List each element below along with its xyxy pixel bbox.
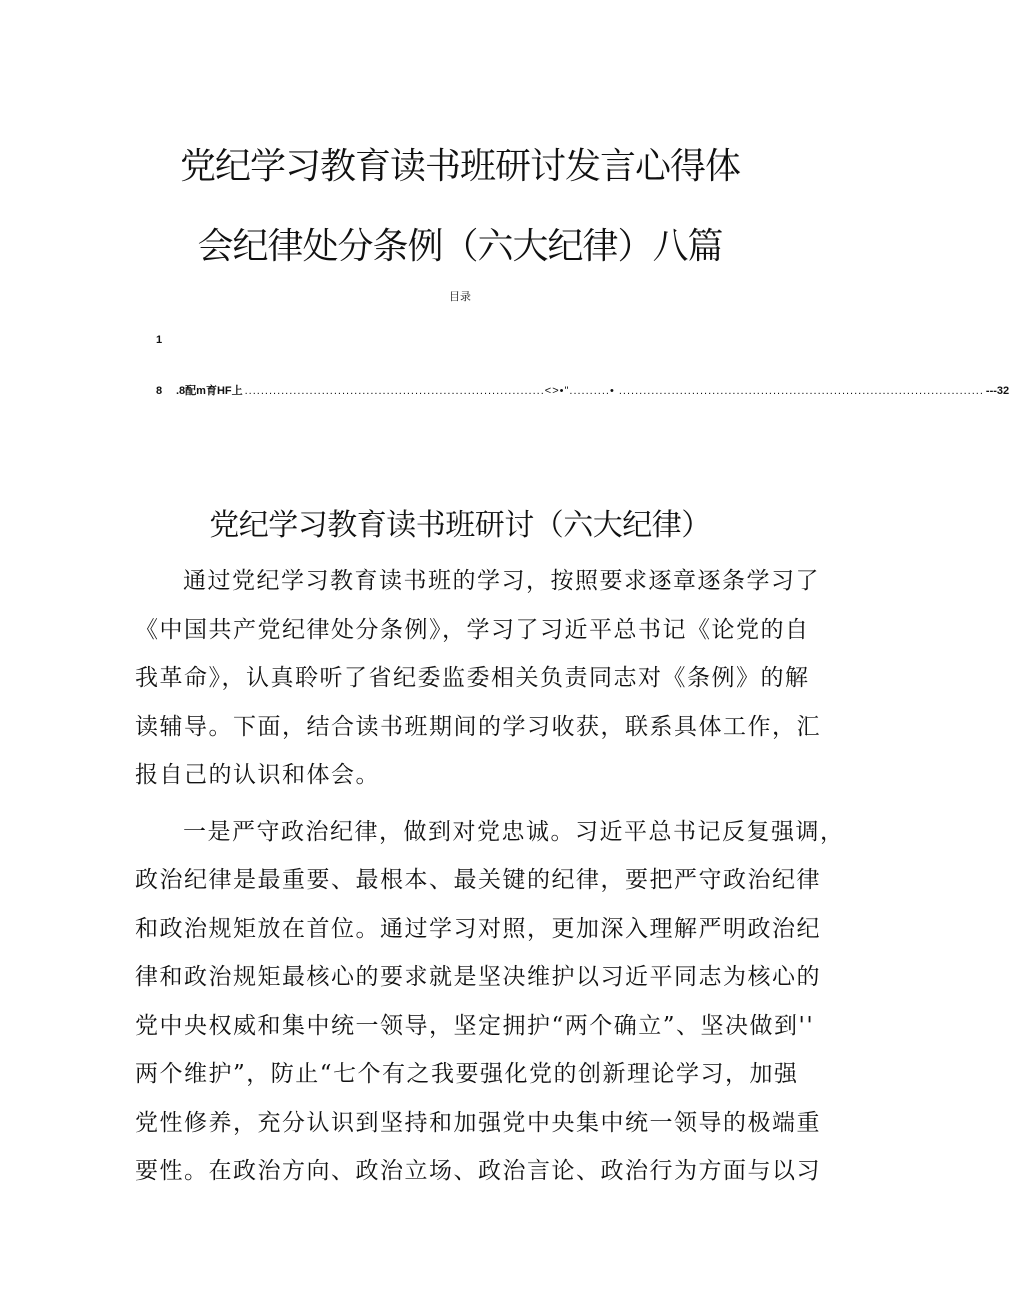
paragraph-2-line: 党中央权威和集中统一领导，坚定拥护“两个确立”、坚决做到'' — [135, 1012, 815, 1039]
toc-entry-2-page: ---32 — [985, 385, 1009, 397]
section-title: 党纪学习教育读书班研讨（六大纪律） — [209, 508, 711, 543]
paragraph-1-line: 我革命》，认真聆听了省纪委监委相关负责同志对《条例》的解 — [135, 665, 810, 691]
toc-heading: 目录 — [449, 290, 471, 303]
toc-entry-2-leader: ..........................................................................<>•"..........• .......................................................................................... — [244, 385, 984, 397]
document-title-line-1: 党纪学习教育读书班研讨发言心得体 — [179, 146, 740, 187]
toc-entry-2-number: 8 — [156, 385, 163, 397]
paragraph-2-line: 和政治规矩放在首位。通过学习对照，更加深入理解严明政治纪 — [135, 915, 821, 942]
toc-entry-1-number: 1 — [156, 334, 163, 346]
document-title-line-2: 会纪律处分条例（六大纪律）八篇 — [197, 226, 723, 267]
toc-entry-2-title: .8配m育HF上 — [176, 385, 243, 397]
paragraph-2-line: 政治纪律是最重要、最根本、最关键的纪律，要把严守政治纪律 — [135, 867, 821, 893]
paragraph-gap — [135, 800, 795, 808]
body-text — [135, 557, 845, 1196]
paragraph-1-line: 读辅导。下面，结合读书班期间的学习收获，联系具体工作，汇 — [135, 713, 821, 740]
paragraph-2-line: 党性修养，充分认识到坚持和加强党中央集中统一领导的极端重 — [135, 1109, 821, 1136]
paragraph-1-line: 《中国共产党纪律处分条例》，学习了习近平总书记《论党的自 — [135, 616, 810, 643]
paragraph-2-line: 要性。在政治方向、政治立场、政治言论、政治行为方面与以习 — [135, 1158, 821, 1184]
toc-entry-2[interactable] — [156, 382, 1009, 398]
toc-entry-1[interactable] — [156, 334, 788, 346]
paragraph-1-line: 通过党纪学习教育读书班的学习，按照要求逐章逐条学习了 — [183, 568, 820, 594]
paragraph-2-line: 律和政治规矩最核心的要求就是坚决维护以习近平同志为核心的 — [135, 964, 821, 990]
paragraph-1-line: 报自己的认识和体会。 — [135, 762, 380, 788]
paragraph-2-line: 一是严守政治纪律，做到对党忠诚。习近平总书记反复强调， — [183, 818, 845, 845]
paragraph-2-line: 两个维护”，防止“七个有之我要强化党的创新理论学习，加强 — [135, 1061, 799, 1087]
